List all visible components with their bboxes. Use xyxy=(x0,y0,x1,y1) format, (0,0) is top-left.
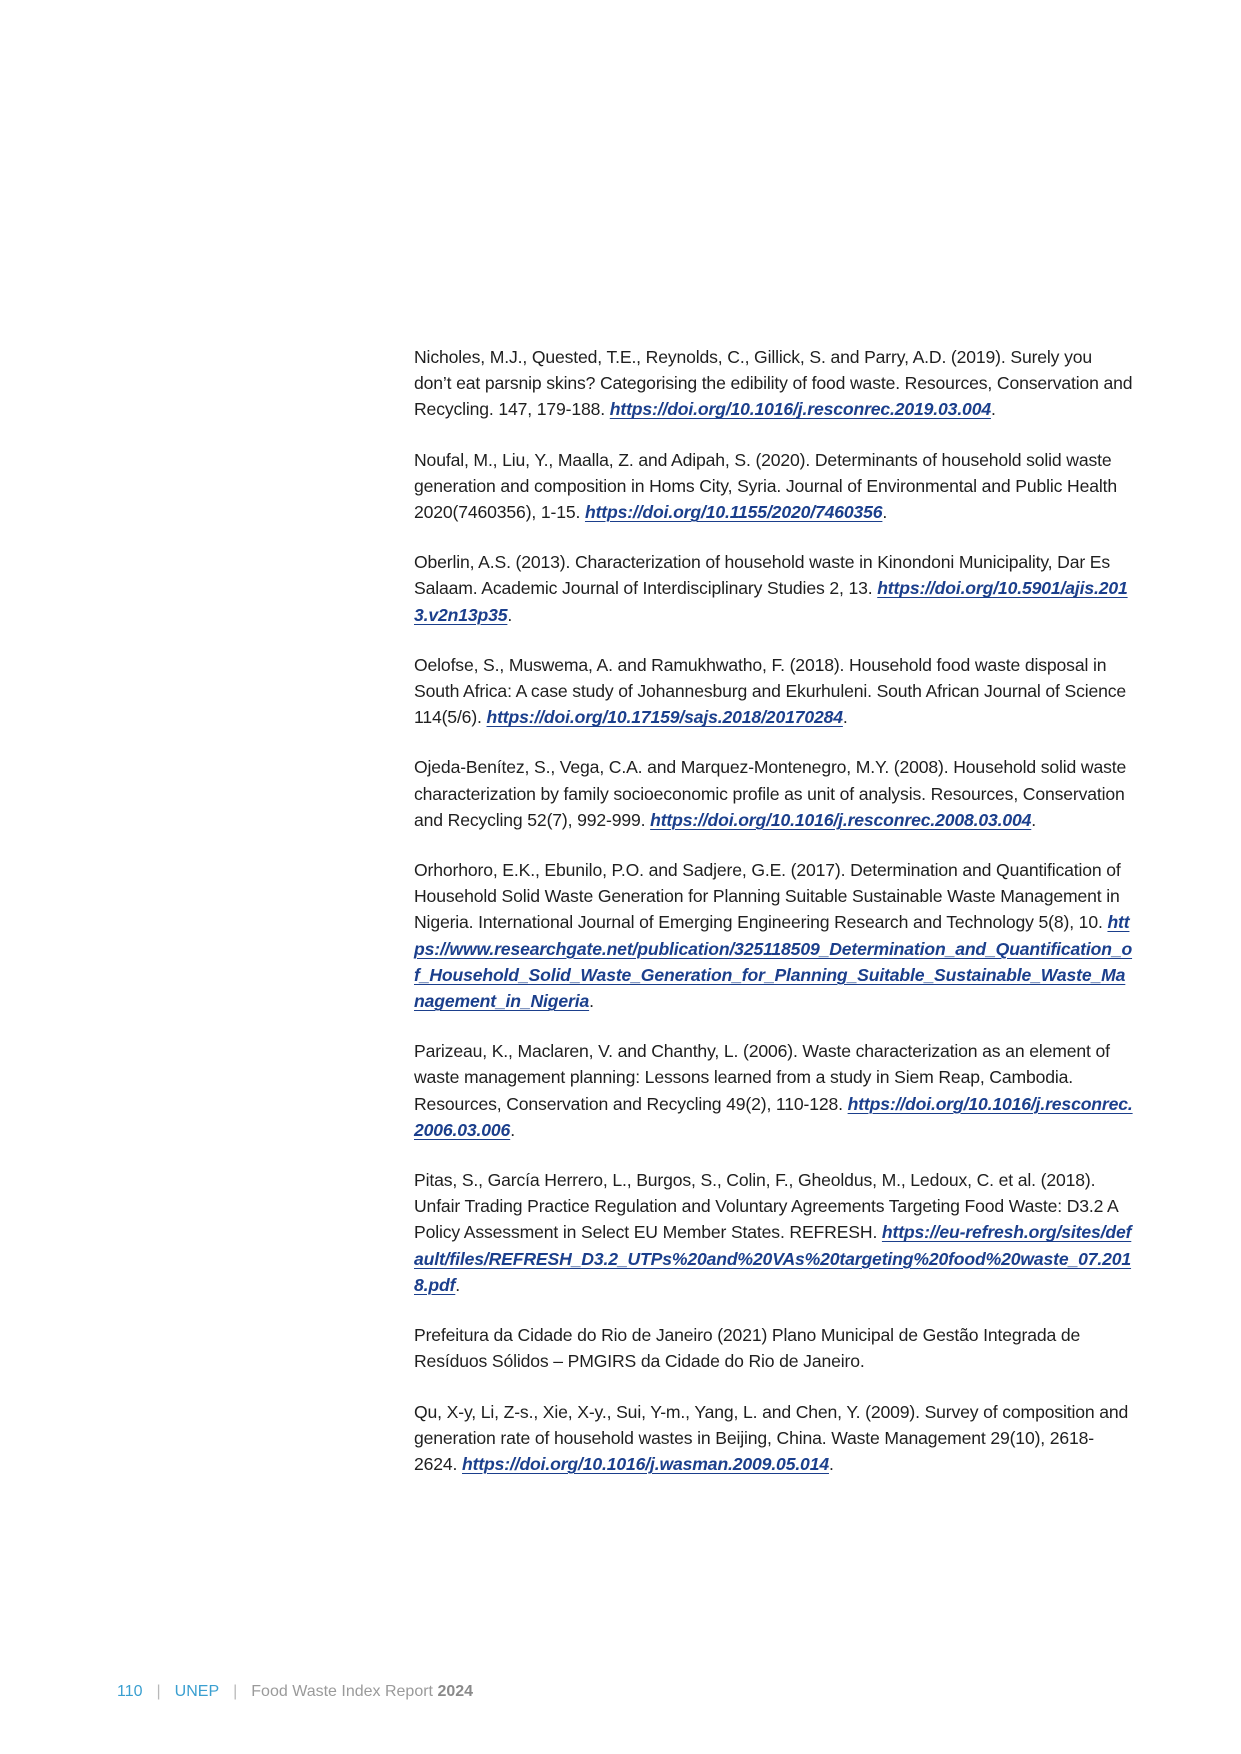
reference-link[interactable]: https://eu-refresh.org/sites/default/files/REFRESH_D3.2_UTPs%20and%20VAs%20targeting%20food%20waste_07.2018.pdf xyxy=(414,1222,1132,1295)
footer-year: 2024 xyxy=(437,1683,474,1700)
reference-item xyxy=(414,1167,1134,1298)
reference-link[interactable]: https://www.researchgate.net/publication/325118509_Determination_and_Quantification_of_Household_Solid_Waste_Generation_for_Planning_Suitable_Sustainable_Waste_Management_in_Nigeria xyxy=(414,912,1133,1012)
reference-text: Ojeda-Benítez, S., Vega, C.A. and Marquez-Montenegro, M.Y. (2008). Household solid waste characterization by family socioeconomic profile as unit of analysis. Resources, Conservation and Recycling 52(7), 992-999. xyxy=(414,757,1127,830)
reference-end: . xyxy=(589,991,594,1012)
reference-item xyxy=(414,1038,1134,1143)
reference-link[interactable]: https://doi.org/10.17159/sajs.2018/20170284 xyxy=(486,707,843,728)
reference-text: Oberlin, A.S. (2013). Characterization of household waste in Kinondoni Municipality, Dar Es Salaam. Academic Journal of Interdisciplinary Studies 2, 13. xyxy=(414,552,1111,599)
reference-end: . xyxy=(510,1119,515,1140)
reference-item xyxy=(414,857,1134,1014)
reference-end: . xyxy=(882,502,888,523)
footer-separator: | xyxy=(156,1683,161,1700)
page-number: 110 xyxy=(117,1683,143,1700)
reference-item xyxy=(414,652,1134,731)
reference-end: . xyxy=(990,399,996,420)
reference-end: . xyxy=(1031,809,1037,830)
footer-report-title: Food Waste Index Report xyxy=(251,1683,433,1700)
reference-text: Prefeitura da Cidade do Rio de Janeiro (2021) Plano Municipal de Gestão Integrada de Resíduos Sólidos – PMGIRS da Cidade do Rio de Janeiro. xyxy=(414,1325,1081,1372)
reference-end: . xyxy=(828,1453,834,1474)
footer-separator: | xyxy=(233,1683,238,1700)
reference-text: Orhorhoro, E.K., Ebunilo, P.O. and Sadjere, G.E. (2017). Determination and Quantification of Household Solid Waste Generation for Planning Suitable Sustainable Waste Management in Nigeria. International Journal of Emerging Engineering Research and Technology 5(8), 10. xyxy=(414,860,1121,933)
reference-end: . xyxy=(842,707,848,728)
reference-item xyxy=(414,344,1134,423)
reference-link[interactable]: https://doi.org/10.1016/j.wasman.2009.05.014 xyxy=(462,1453,829,1474)
reference-end: . xyxy=(507,604,513,625)
reference-list xyxy=(414,344,1134,1501)
footer-organization: UNEP xyxy=(174,1683,220,1700)
reference-item xyxy=(414,1399,1134,1478)
reference-item xyxy=(414,754,1134,833)
reference-item xyxy=(414,447,1134,526)
reference-item xyxy=(414,549,1134,628)
reference-link[interactable]: https://doi.org/10.1016/j.resconrec.2008.03.004 xyxy=(650,809,1032,830)
reference-end: . xyxy=(455,1274,461,1295)
reference-text: Nicholes, M.J., Quested, T.E., Reynolds, C., Gillick, S. and Parry, A.D. (2019). Surely you don’t eat parsnip skins? Categorising the edibility of food waste. Resources, Conservation and Recycling. 147, 179-188. xyxy=(414,347,1133,420)
reference-link[interactable]: https://doi.org/10.1155/2020/7460356 xyxy=(584,502,883,523)
reference-link[interactable]: https://doi.org/10.1016/j.resconrec.2006.03.006 xyxy=(414,1093,1133,1140)
reference-link[interactable]: https://doi.org/10.5901/ajis.2013.v2n13p35 xyxy=(414,578,1128,625)
reference-text: Noufal, M., Liu, Y., Maalla, Z. and Adipah, S. (2020). Determinants of household solid waste generation and composition in Homs City, Syria. Journal of Environmental and Public Health 2020(7460356), 1-15. xyxy=(414,449,1117,523)
reference-link[interactable]: https://doi.org/10.1016/j.resconrec.2019.03.004 xyxy=(609,399,991,420)
reference-text: Parizeau, K., Maclaren, V. and Chanthy, L. (2006). Waste characterization as an element of waste management planning: Lessons learned from a study in Siem Reap, Cambodia. Resources, Conservation and Recycling 49(2), 110-128. xyxy=(414,1041,1110,1114)
reference-item xyxy=(414,1322,1134,1374)
reference-text: Oelofse, S., Muswema, A. and Ramukhwatho, F. (2018). Household food waste disposal in South Africa: A case study of Johannesburg and Ekurhuleni. South African Journal of Science 114(5/6). xyxy=(414,654,1127,728)
page-footer xyxy=(117,1683,473,1701)
reference-text: Qu, X-y, Li, Z-s., Xie, X-y., Sui, Y-m., Yang, L. and Chen, Y. (2009). Survey of composition and generation rate of household wastes in Beijing, China. Waste Management 29(10), 2618-2624. xyxy=(414,1401,1129,1474)
reference-text: Pitas, S., García Herrero, L., Burgos, S., Colin, F., Gheoldus, M., Ledoux, C. et al. (2018). Unfair Trading Practice Regulation and Voluntary Agreements Targeting Food Waste: D3.2 A Policy Assessment in Select EU Member States. REFRESH. xyxy=(414,1170,1118,1243)
